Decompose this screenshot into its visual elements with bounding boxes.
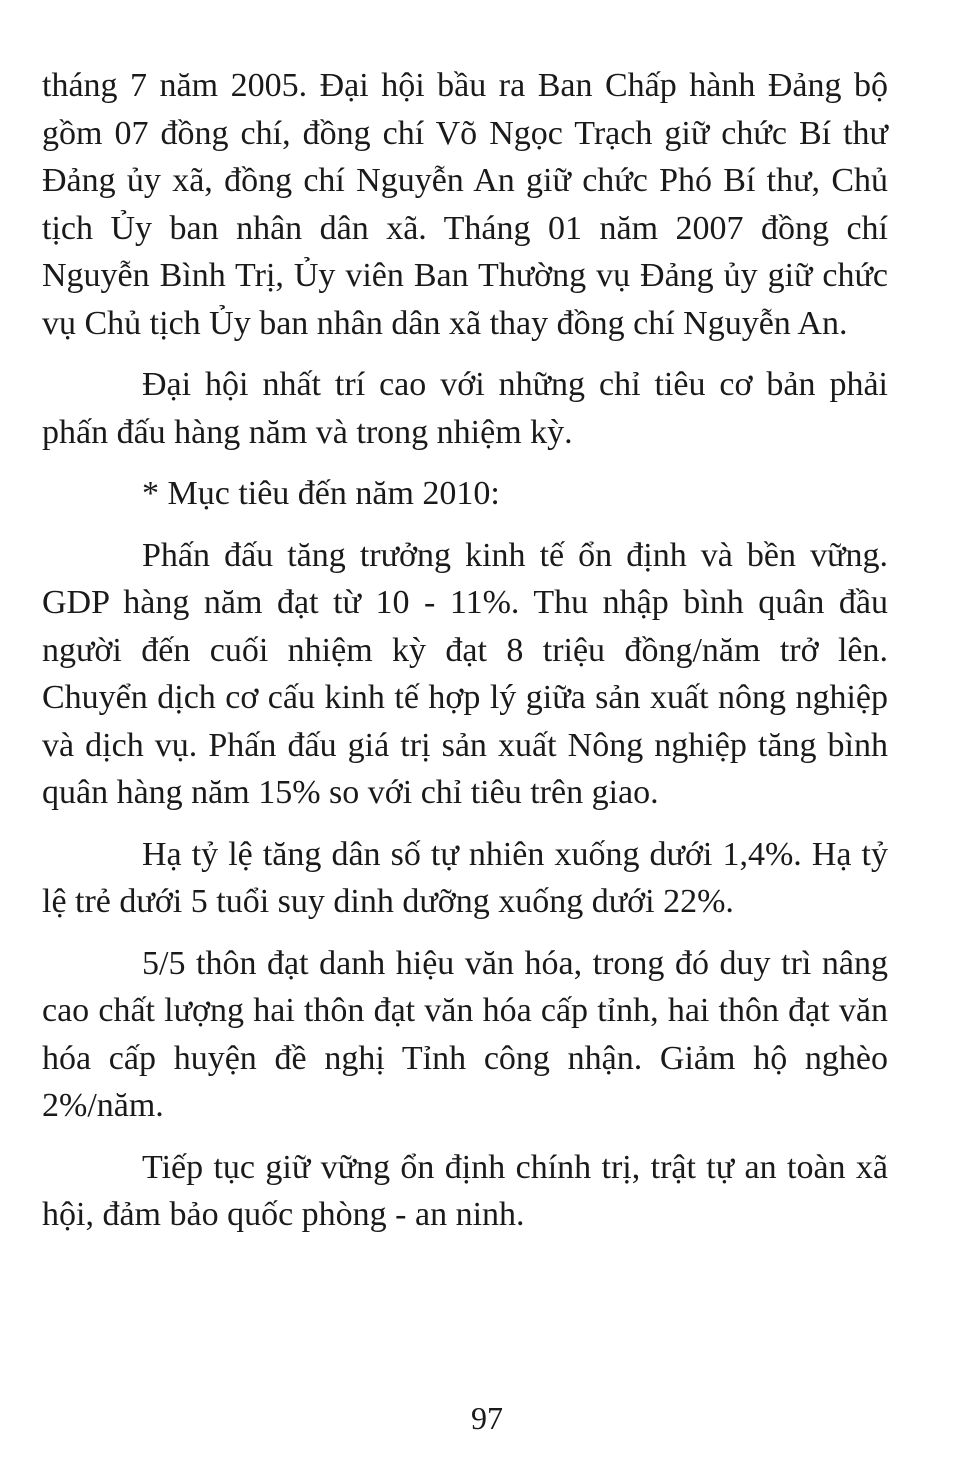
paragraph-population: Hạ tỷ lệ tăng dân số tự nhiên xuống dưới 1,4%. Hạ tỷ lệ trẻ dưới 5 tuổi suy dinh dưỡng xuống dưới 22%.: [42, 835, 888, 920]
page-number: 97: [471, 1400, 503, 1436]
paragraph-continuation: tháng 7 năm 2005. Đại hội bầu ra Ban Chấp hành Đảng bộ gồm 07 đồng chí, đồng chí Võ Ngọc Trạch giữ chức Bí thư Đảng ủy xã, đồng chí Nguyễn An giữ chức Phó Bí thư, Chủ tịch Ủy ban nhân dân xã. Tháng 01 năm 2007 đồng chí Nguyễn Bình Trị, Ủy viên Ban Thường vụ Đảng ủy giữ chức vụ Chủ tịch Ủy ban nhân dân xã thay đồng chí Nguyễn An.: [42, 67, 888, 342]
paragraph-security: Tiếp tục giữ vững ổn định chính trị, trật tự an toàn xã hội, đảm bảo quốc phòng - an ninh.: [42, 1148, 888, 1233]
section-heading-goals-2010: * Mục tiêu đến năm 2010:: [142, 475, 500, 512]
paragraph-economic-growth: Phấn đấu tăng trưởng kinh tế ổn định và bền vững. GDP hàng năm đạt từ 10 - 11%. Thu nhập bình quân đầu người đến cuối nhiệm kỳ đạt 8 triệu đồng/năm trở lên. Chuyển dịch cơ cấu kinh tế hợp lý giữa sản xuất nông nghiệp và dịch vụ. Phấn đấu giá trị sản xuất Nông nghiệp tăng bình quân hàng năm 15% so với chỉ tiêu trên giao.: [42, 536, 888, 811]
page-body: [42, 62, 888, 1253]
paragraph-congress-targets: Đại hội nhất trí cao với những chỉ tiêu cơ bản phải phấn đấu hàng năm và trong nhiệm kỳ.: [42, 366, 888, 451]
paragraph-culture-villages: 5/5 thôn đạt danh hiệu văn hóa, trong đó duy trì nâng cao chất lượng hai thôn đạt văn hóa cấp tỉnh, hai thôn đạt văn hóa cấp huyện đề nghị Tỉnh công nhận. Giảm hộ nghèo 2%/năm.: [42, 944, 888, 1124]
